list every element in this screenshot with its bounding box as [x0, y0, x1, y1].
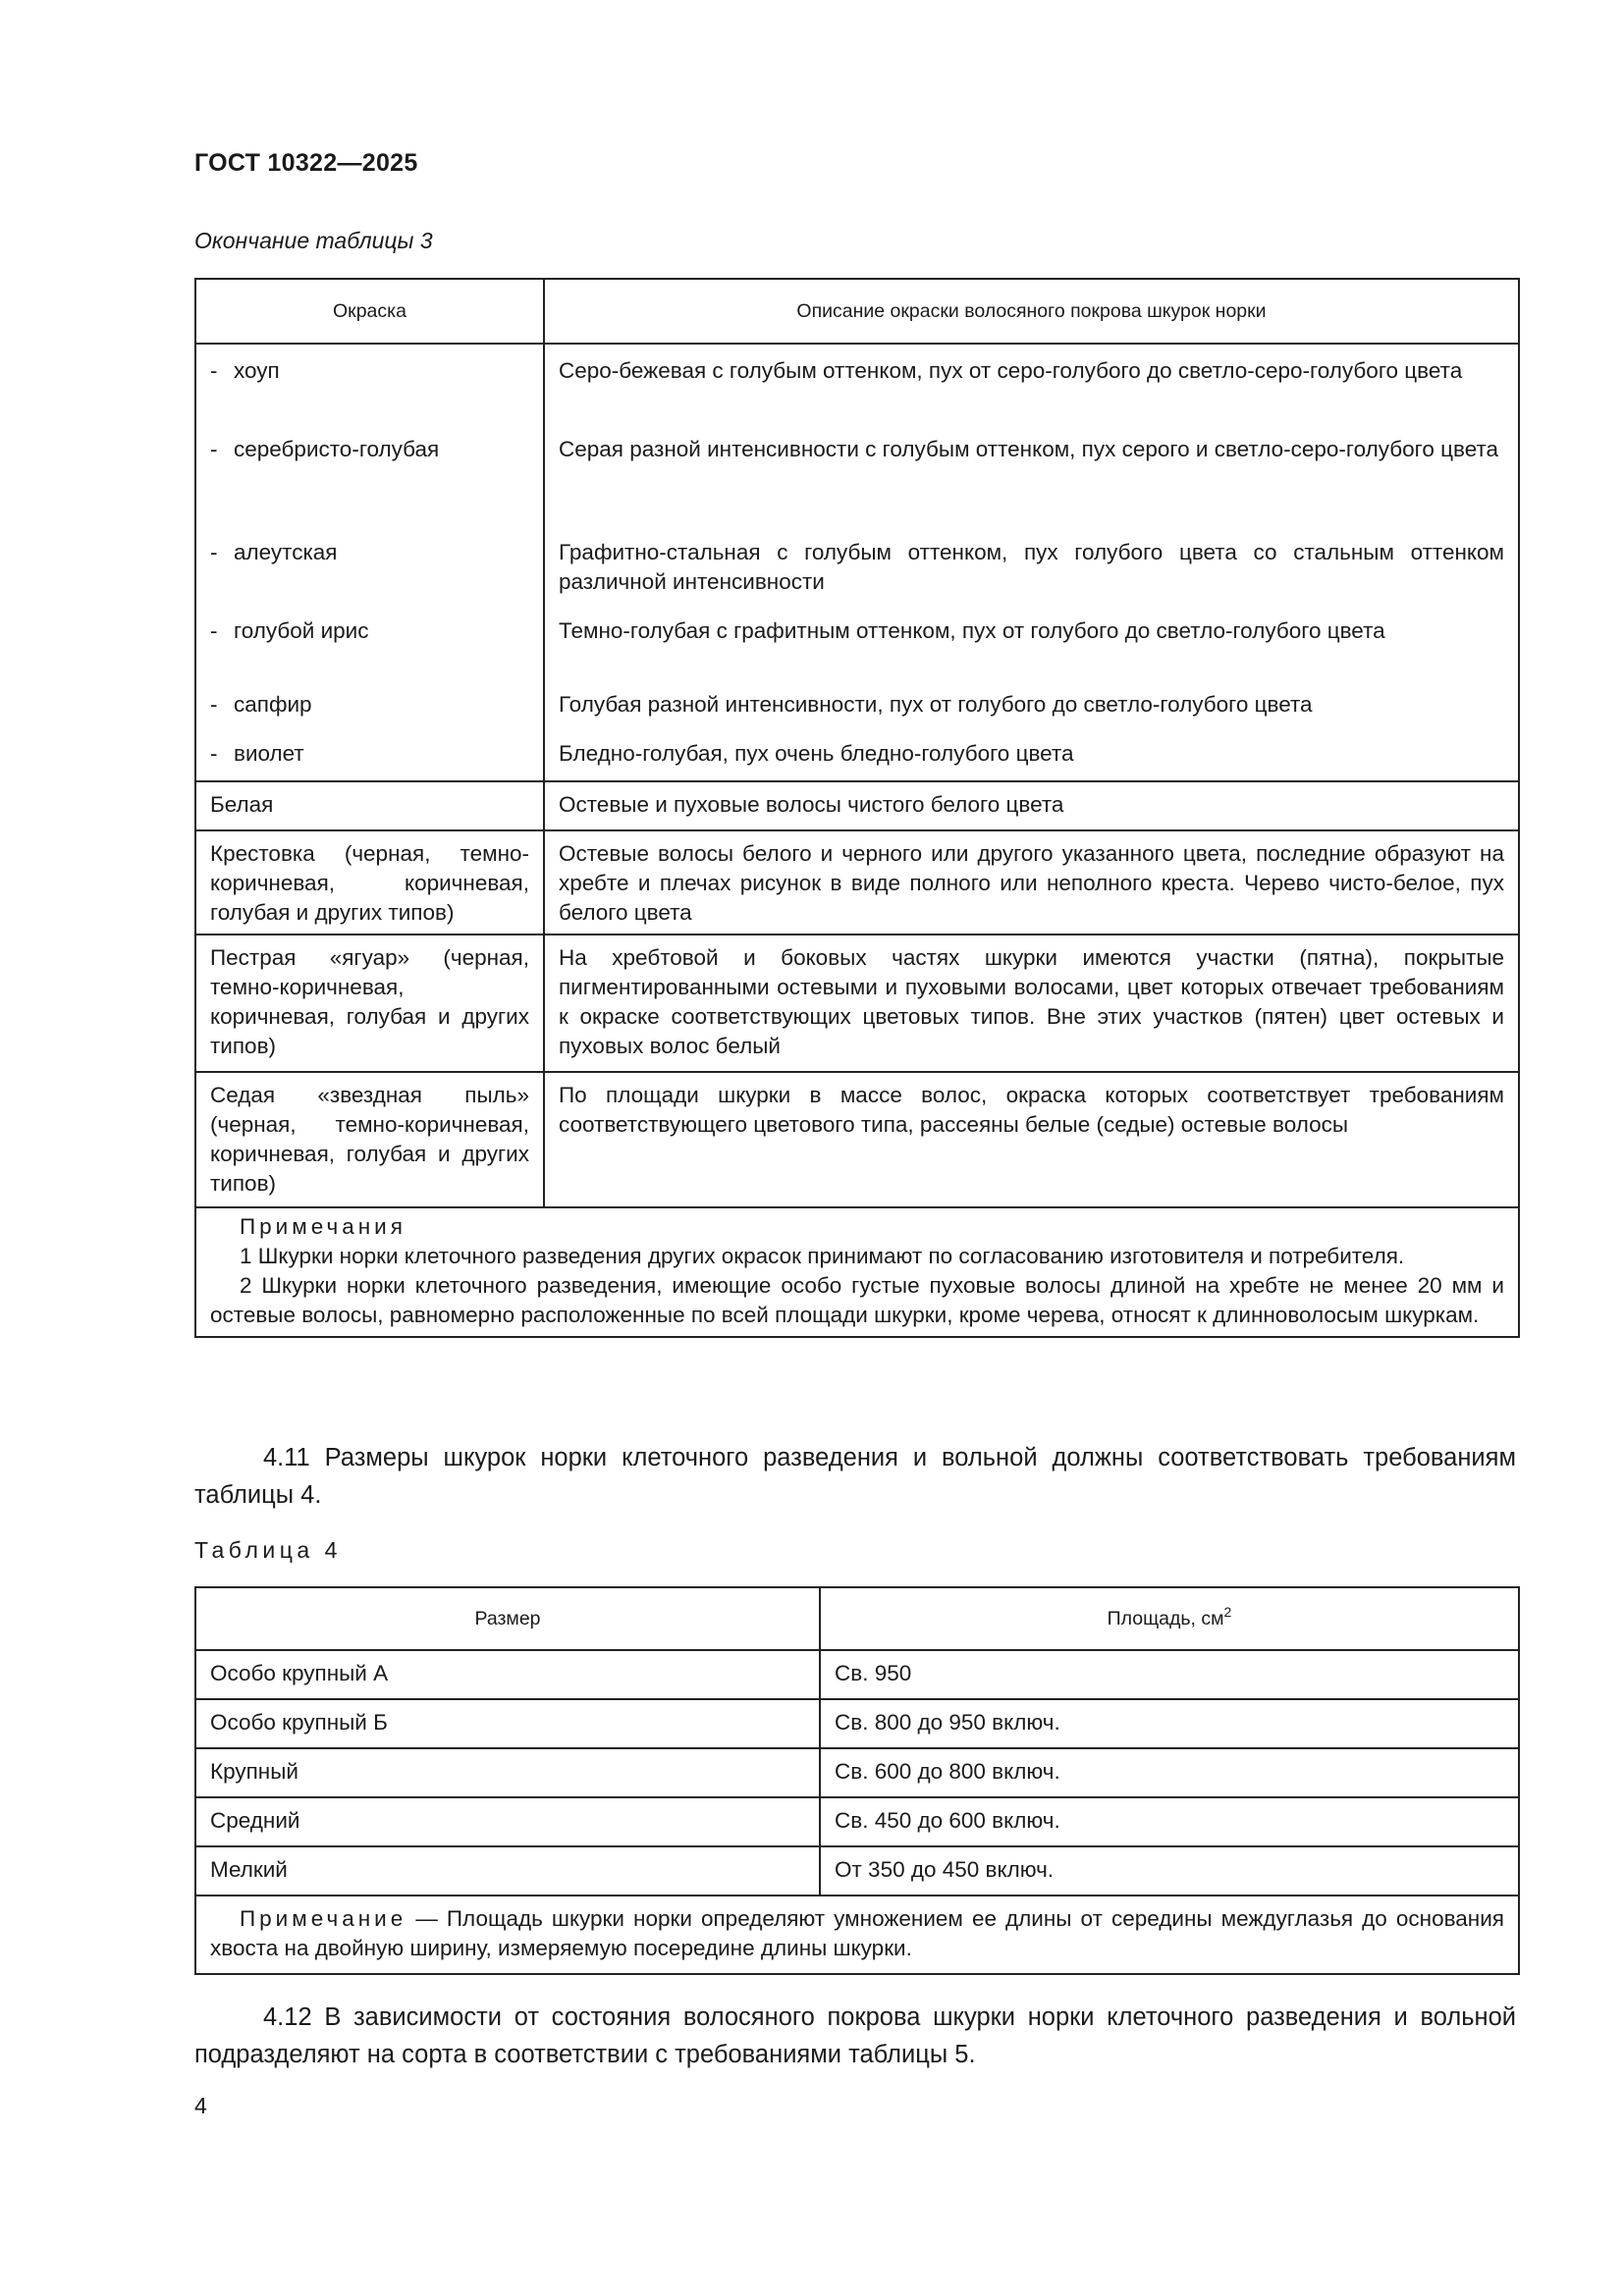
- color-name: Седая «звездная пыль» (черная, темно-коричневая, коричневая, голубая и других типов): [195, 1072, 544, 1207]
- size-name: Крупный: [195, 1748, 820, 1797]
- size-area: Св. 450 до 600 включ.: [820, 1797, 1519, 1846]
- color-name: Пестрая «ягуар» (черная, темно-коричневая, коричневая, голубая и других типов): [195, 934, 544, 1072]
- description-text: Серо-бежевая с голубым оттенком, пух от серо-голубого до светло-серо-голубого цвета: [559, 358, 1463, 383]
- paragraph-4-11: [194, 1439, 1516, 1514]
- size-area: Св. 950: [820, 1650, 1519, 1699]
- table-row: [195, 1072, 1519, 1207]
- table-3: [194, 278, 1520, 1338]
- table4-caption: Таблица 4: [194, 1537, 342, 1563]
- column-header-description: Описание окраски волосяного покрова шкурок норки: [544, 279, 1519, 344]
- description-text: Серая разной интенсивности с голубым оттенком, пух серого и светло-серо-голубого цвета: [559, 437, 1499, 461]
- color-description: По площади шкурки в массе волос, окраска которых соответствует требованиям соответствующего цветового типа, рассеяны белые (седые) остевые волосы: [544, 1072, 1519, 1207]
- list-item: - хоуп: [210, 358, 280, 383]
- description-text: Бледно-голубая, пух очень бледно-голубого цвета: [559, 741, 1074, 766]
- page-number: 4: [194, 2093, 207, 2118]
- size-area: Св. 600 до 800 включ.: [820, 1748, 1519, 1797]
- table4-note-row: [195, 1896, 1519, 1974]
- table-row: [195, 1650, 1519, 1699]
- table-4: [194, 1586, 1520, 1975]
- list-item: - виолет: [210, 741, 304, 766]
- color-name: Крестовка (черная, темно-коричневая, коричневая, голубая и других типов): [195, 830, 544, 934]
- size-name: Особо крупный Б: [195, 1699, 820, 1748]
- size-name: Средний: [195, 1797, 820, 1846]
- size-area: От 350 до 450 включ.: [820, 1846, 1519, 1896]
- list-item: - голубой ирис: [210, 618, 369, 643]
- table-row: [195, 1846, 1519, 1896]
- table-row: [195, 781, 1519, 830]
- column-header-area: Площадь, $см^2$: [820, 1587, 1519, 1650]
- document-header: ГОСТ 10322—2025: [194, 149, 418, 177]
- description-text: Темно-голубая с графитным оттенком, пух от голубого до светло-голубого цвета: [559, 618, 1385, 643]
- table-row: [195, 1797, 1519, 1846]
- note-item: 2 Шкурки норки клеточного разведения, имеющие особо густые пуховые волосы длиной на хребте не менее 20 мм и остевые волосы, равномерно расположенные по всей площади шкурки, кроме черева, относят к длинноволосым шкуркам.: [210, 1273, 1504, 1327]
- blue-group-descriptions: [544, 344, 1519, 781]
- table-row: [195, 1699, 1519, 1748]
- table-row: [195, 934, 1519, 1072]
- column-header-color: Окраска: [195, 279, 544, 344]
- table3-notes: [195, 1207, 1519, 1337]
- paragraph-text: Размеры шкурок норки клеточного разведения и вольной должны соответствовать требованиям таблицы 4.: [194, 1444, 1516, 1509]
- paragraph-number: 4.11: [263, 1444, 310, 1471]
- size-name: Особо крупный А: [195, 1650, 820, 1699]
- column-header-size: Размер: [195, 1587, 820, 1650]
- list-item: - серебристо-голубая: [210, 437, 440, 461]
- list-item: - сапфир: [210, 692, 312, 717]
- color-description: Остевые волосы белого и черного или другого указанного цвета, последние образуют на хребте и плечах рисунок в виде полного или неполного креста. Черево чисто-белое, пух белого цвета: [544, 830, 1519, 934]
- notes-title: Примечания: [240, 1214, 406, 1239]
- paragraph-number: 4.12: [263, 2003, 312, 2031]
- size-area: Св. 800 до 950 включ.: [820, 1699, 1519, 1748]
- color-description: Остевые и пуховые волосы чистого белого цвета: [544, 781, 1519, 830]
- table3-caption: Окончание таблицы 3: [194, 228, 433, 253]
- description-text: Голубая разной интенсивности, пух от голубого до светло-голубого цвета: [559, 692, 1313, 717]
- note-item: 1 Шкурки норки клеточного разведения других окрасок принимают по согласованию изготовителя и потребителя.: [240, 1244, 1405, 1268]
- size-name: Мелкий: [195, 1846, 820, 1896]
- table-row: [195, 1748, 1519, 1797]
- color-name: Белая: [195, 781, 544, 830]
- list-item: - алеутская: [210, 540, 338, 564]
- table3-header-row: [195, 279, 1519, 344]
- table4-header-row: [195, 1587, 1519, 1650]
- note-text: — Площадь шкурки норки определяют умножением ее длины от середины междуглазья до основания хвоста на двойную ширину, измеряемую посередине длины шкурки.: [210, 1906, 1504, 1960]
- note-title: Примечание: [240, 1906, 407, 1931]
- table4-note: [195, 1896, 1519, 1974]
- table3-notes-row: [195, 1207, 1519, 1337]
- description-text: Графитно-стальная с голубым оттенком, пух голубого цвета со стальным оттенком различной интенсивности: [559, 540, 1504, 594]
- blue-group-names: [195, 344, 544, 781]
- table3-blue-group-row: [195, 344, 1519, 781]
- paragraph-4-12: [194, 1999, 1516, 2073]
- color-description: На хребтовой и боковых частях шкурки имеются участки (пятна), покрытые пигментированными остевыми и пуховыми волосами, цвет которых отвечает требованиям к окраске соответствующих цветовых типов. Вне этих участков (пятен) цвет остевых и пуховых волос белый: [544, 934, 1519, 1072]
- paragraph-text: В зависимости от состояния волосяного покрова шкурки норки клеточного разведения и вольной подразделяют на сорта в соответствии с требованиями таблицы 5.: [194, 2003, 1516, 2068]
- table-row: [195, 830, 1519, 934]
